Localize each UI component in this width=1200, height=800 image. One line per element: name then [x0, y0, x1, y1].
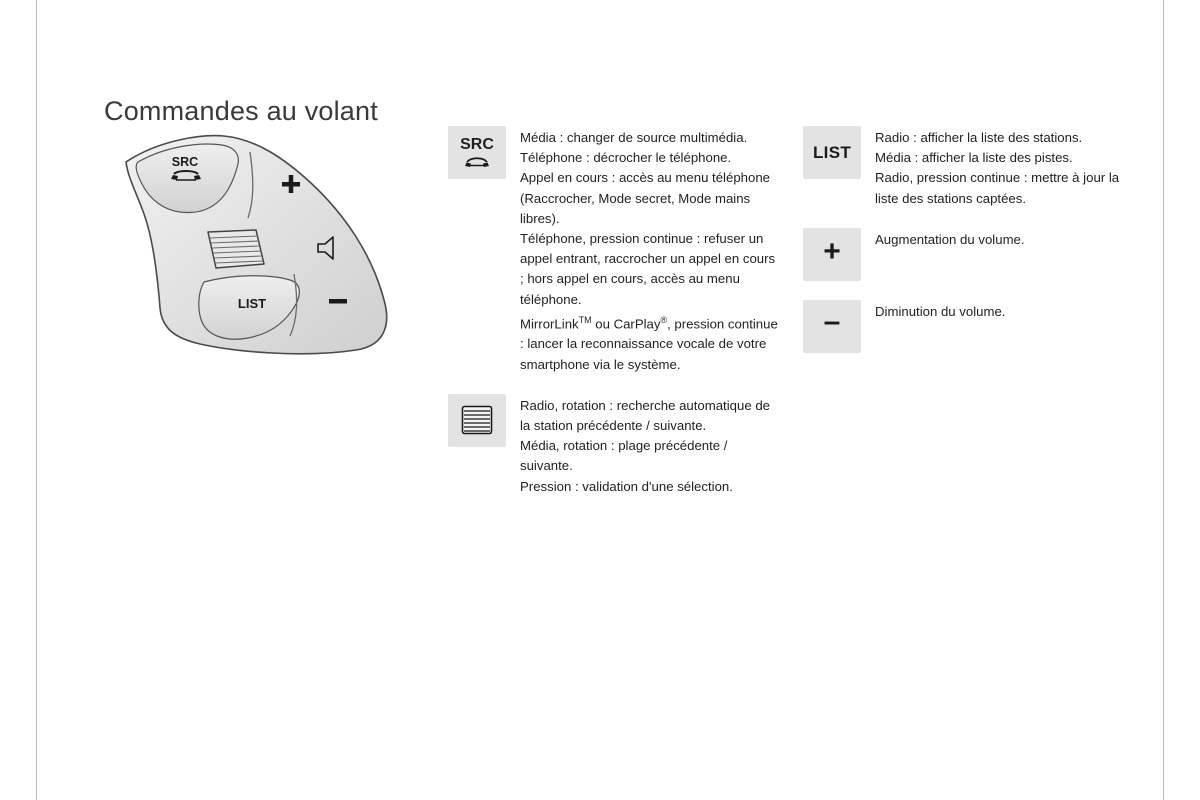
minus-icon — [803, 300, 861, 353]
minus-icon-label: – — [823, 305, 841, 339]
line: Diminution du volume. — [875, 303, 1006, 319]
illustration-scroll-wheel — [208, 230, 264, 268]
steering-wheel-controls-diagram — [104, 122, 424, 367]
handset-glyph — [464, 156, 490, 168]
entry-src — [448, 126, 778, 375]
middle-description-column — [448, 126, 778, 516]
src-phone-icon — [448, 126, 506, 179]
entry-volume-up — [803, 228, 1133, 281]
line: Pression : validation d'une sélection. — [520, 478, 733, 494]
plus-icon-label: + — [823, 235, 841, 269]
line: MirrorLink™ ou CarPlay®, pression continue : lancer la reconnaissance vocale de votre smartphone via le système. — [520, 314, 778, 372]
line: Radio, rotation : recherche automatique de la station précédente / suivante. — [520, 397, 770, 434]
line: Radio, pression continue : mettre à jour la liste des stations captées. — [875, 170, 1120, 206]
line: Média : changer de source multimédia. — [520, 130, 748, 145]
page-title: Commandes au volant — [104, 96, 378, 127]
entry-volume-up-text — [875, 228, 1025, 250]
entry-list — [803, 126, 1133, 209]
entry-scroll-wheel — [448, 394, 778, 497]
entry-volume-down-text — [875, 300, 1005, 322]
line: Appel en cours : accès au menu téléphone (Raccrocher, Mode secret, Mode mains libres). — [520, 170, 770, 226]
line: Téléphone, pression continue : refuser un appel entrant, raccrocher un appel en cours ; hors appel en cours, accès au menu téléphone. — [520, 231, 776, 307]
line: Téléphone : décrocher le téléphone. — [520, 150, 732, 166]
entry-src-text — [520, 126, 778, 375]
list-icon-label: LIST — [812, 142, 852, 162]
left-margin-rule — [36, 0, 37, 800]
right-margin-rule — [1163, 0, 1164, 800]
right-description-column — [803, 126, 1133, 372]
entry-volume-down — [803, 300, 1133, 353]
line: Média : afficher la liste des pistes. — [875, 150, 1073, 166]
list-icon — [803, 126, 861, 179]
line: Radio : afficher la liste des stations. — [875, 130, 1083, 145]
illustration-list-label: LIST — [237, 296, 267, 311]
illustration-minus-label — [329, 299, 347, 304]
src-icon-label: SRC — [460, 136, 494, 153]
plus-icon — [803, 228, 861, 281]
line: Augmentation du volume. — [875, 231, 1025, 247]
svg-text:SRC: SRC — [171, 155, 199, 169]
entry-scroll-wheel-text — [520, 394, 778, 497]
line: Média, rotation : plage précédente / suivante. — [520, 438, 728, 474]
scroll-wheel-icon — [448, 394, 506, 447]
entry-list-text — [875, 126, 1133, 209]
